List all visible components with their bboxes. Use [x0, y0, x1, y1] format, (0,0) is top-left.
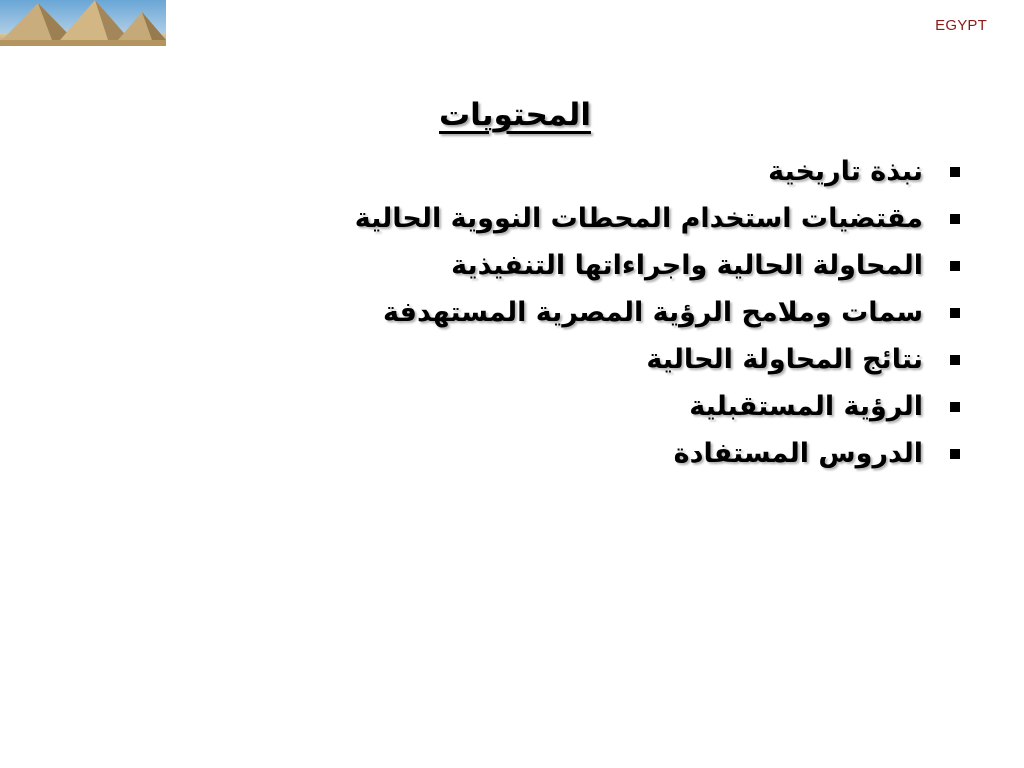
- list-item-label: الرؤية المستقبلية: [689, 390, 923, 422]
- pyramids-image: [0, 0, 166, 46]
- square-bullet-icon: [950, 355, 960, 365]
- list-item: [340, 430, 960, 477]
- page-title: المحتويات: [439, 97, 591, 133]
- square-bullet-icon: [950, 261, 960, 271]
- square-bullet-icon: [950, 214, 960, 224]
- square-bullet-icon: [950, 402, 960, 412]
- list-item-label: المحاولة الحالية واجراءاتها التنفيذية: [451, 249, 923, 281]
- square-bullet-icon: [950, 167, 960, 177]
- list-item-label: نتائج المحاولة الحالية: [646, 343, 923, 375]
- list-item: [340, 336, 960, 383]
- square-bullet-icon: [950, 449, 960, 459]
- list-item: [340, 242, 960, 289]
- list-item: [340, 289, 960, 336]
- pyramids-drawing: [0, 0, 166, 46]
- list-item-label: نبذة تاريخية: [768, 155, 923, 187]
- list-item-label: الدروس المستفادة: [673, 437, 923, 469]
- list-item: [340, 148, 960, 195]
- list-item: [340, 195, 960, 242]
- square-bullet-icon: [950, 308, 960, 318]
- brand-label: EGYPT: [935, 17, 987, 34]
- list-item-label: سمات وملامح الرؤية المصرية المستهدفة: [382, 296, 923, 328]
- list-item: [340, 383, 960, 430]
- list-item-label: مقتضيات استخدام المحطات النووية الحالية: [354, 202, 923, 234]
- contents-list: [340, 148, 960, 477]
